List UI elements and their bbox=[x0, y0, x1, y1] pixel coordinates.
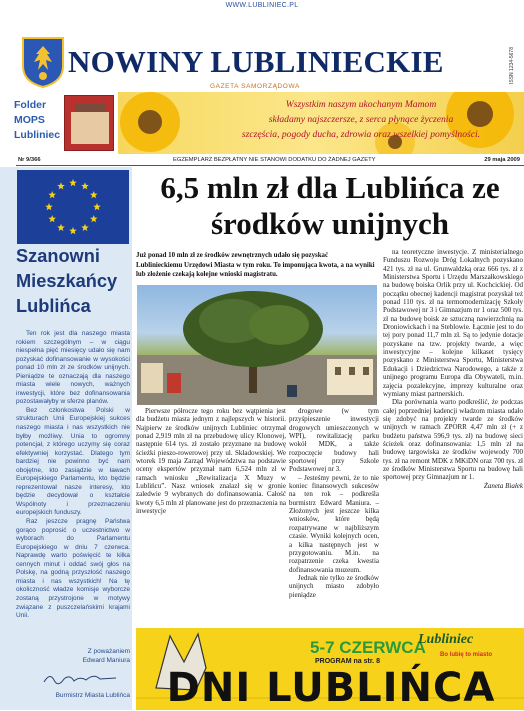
issue-number: Nr 9/366 bbox=[18, 157, 41, 163]
newspaper-subtitle: GAZETA SAMORZĄDOWA bbox=[210, 83, 300, 90]
folder-promo-label: Folder MOPS Lubliniec bbox=[14, 99, 61, 141]
newspaper-title: NOWINY LUBLINIECKIE bbox=[68, 44, 444, 79]
mayor-title: Burmistrz Miasta Lublińca bbox=[55, 692, 130, 699]
town-crest-icon bbox=[22, 36, 64, 88]
article-headline: 6,5 mln zł dla Lublińca ze środków unijnych bbox=[160, 170, 500, 241]
article-column-3: na teoretyczne inwestycje. Z ministerialnego Funduszu Rozwoju Dróg Lokalnych pozyskano 421 tys. zł na ul. Grunwaldzką oraz 666 tys. zł z Ministerstwa Sportu i Urzędu Marszałkowskiego na budowę boiska Orlik przy ul. Kochcickiej. Od początku obecnej kadencji magistrat pozyskał też ponad 110 tys. zł na termomodernizację Szkoły Podstawowej nr 3 i Gimnazjum nr 1 oraz 500 tys. zł na budowę boisk ze sztuczną nawierzchnią na Droniowickach i na Steblowie. Łącznie jest to do tej pory ponad 11,7 mln zł. Są to jedynie dotacje pozyskane na tzw. projekty twarde, a więc inwestycyjne – kolejne kilkaset tysięcy pozyskano z Ministerstwa Sportu, Ministerstwa Edukacji i Dziedzictwa Narodowego, a także z unijnego programu Europa dla Obywateli, m.in. zajęcia pozalekcyjne, imprezy kulturalne oraz wymiany miast partnerskich. Dla porównania warto podkreślić, że podczas całej poprzedniej kadencji władzom miasta udało się zdobyć na projekty twarde ze środków unijnych w ramach ZPORR 4,47 mln zł (+ z budżetu państwa 596,9 tys. zł) na budowę sieci ścieżek oraz dofinansowania: 1,5 mln zł na budowę targowiska ze środków wojewody 700 tys. zł na remont MDK z MKiDN oraz 700 tys. zł ze środków Ministerstwa Sportu na budowę hali sportowej przy Gimnazjum nr 1. Żaneta Białek bbox=[383, 248, 523, 490]
article-lead: Już ponad 10 mln zł ze środków zewnętrznych udało się pozyskać Lublinieckiemu Urzędowi Miasta w tym roku. To imponująca kwota, a na wyniki lub złożenie czekają kolejne wnioski magistratu. bbox=[136, 252, 375, 278]
handwritten-signature-icon bbox=[40, 670, 120, 686]
website-url[interactable]: WWW.LUBLINIEC.PL bbox=[225, 2, 299, 9]
event-date: 5-7 CZERWCA bbox=[310, 638, 426, 657]
issue-date: 29 maja 2009 bbox=[484, 157, 520, 163]
article-column-1: Pierwsze półrocze tego roku bez wątpienia jest dla budżetu miasta jednym z najlepszych w historii. Najpierw ze środków unijnych Lubliniec otrzymał ponad 2,919 mln zł na przebudowę ulicy Klonowej, następnie 614 tys. zł zostało przyznane na budowę ścieżki pieszo-rowerowej przy ul. Składowskiej. We wtorek 19 maja Zarząd Województwa na podstawie oceny ekspertów przyznał nam 6,524 mln zł w ramach wniosku „Rewitalizacja X Muzy w Lublińcu”. Nasz wniosek znalazł się w gronie zaledwie 9 wybranych do dofinansowania. Całość kwoty 6,5 mln zł planowane jest do przeznaczenia na inwestycje bbox=[136, 407, 286, 516]
issue-strip bbox=[16, 156, 524, 166]
mothers-day-greeting: Wszystkim naszym ukochanym Mamom składamy najszczersze, z serca płynące życzenia szczęścia, pogody ducha, zdrowia oraz wszelkiej pomyślności. bbox=[241, 99, 481, 140]
town-square-photo-icon bbox=[137, 285, 377, 405]
free-copy-notice: EGZEMPLARZ BEZPŁATNY NIE STANOWI DODATKU DO ŻADNEJ GAZETY bbox=[173, 157, 376, 163]
eu-flag-icon bbox=[17, 170, 129, 244]
town-square-photo bbox=[137, 285, 377, 405]
article-author: Żaneta Białek bbox=[483, 481, 523, 490]
event-program-note: PROGRAM na str. 8 bbox=[315, 658, 380, 665]
issn-number: ISSN 1234-5678 bbox=[509, 47, 515, 84]
town-brand-slogan: Bo lubię to miasto bbox=[440, 652, 493, 658]
event-title: DNI LUBLIŃCA bbox=[166, 665, 496, 711]
mayor-letter-heading: Szanowni Mieszkańcy Lublińca bbox=[16, 246, 118, 316]
mayor-letter-body: Ten rok jest dla naszego miasta rokiem szczególnym – w ciągu niespełna pięć miesięcy udało się nam pozyskać dofinansowanie w wysokości ponad 10 mln zł ze środków unijnych. Pieniądze te oznaczają dla naszego miasta wiele nowych, ważnych inwestycji, które bez dofinansowania pozostawałyby w sferze planów. Bez członkostwa Polski w strukturach Unii Europejskiej sukces naszego miasta i nas wszystkich nie byłby możliwy. Unia to ogromny potencjał, z którego uczymy się coraz efektywniej korzystać. Dlatego tym bardziej nie powinno być nam obojętne, kto zasiądzie w ławach Europejskiego Parlamentu, kto będzie reprezentował nasze interesy, kto będzie decydował o kształcie Wspólnoty i przeznaczeniu europejskich funduszy. Raz jeszcze pragnę Państwa gorąco poprosić o uczestnictwo w wyborach do Parlamentu Europejskiego w dniu 7 czerwca. Naprawdę warto poświęcić te kilka cennych minut i oddać swój głos na Polskę, na godną przyszłość naszego miasta i nas wszystkich! Na tę okoliczność władze komisje wyborcze zostaną przystrojone w motywy związane z puszczelańskimi krajami Unii. bbox=[16, 330, 130, 620]
article-column-2: drogowe (w tym przyśpieszenie inwestycji drogowych umieszczonych w WPI), rewitalizację parku wokół MDK, a także rozpoczęcie budowy hali sportowej przy Szkole Podstawowej nr 3. – Jesteśmy pewni, że to nie koniec finansowych sukcesów na ten rok – podkreśla burmistrz Edward Maniura. – Złożonych jest jeszcze kilka wniosków, które będą rozpatrywane w najbliższym czasie. Wyniki kolejnych ocen, a kilka następnych jest w przygotowaniu. M.in. na rozpatrzenie czeka kwestia dofinansowania muzeum. Jednak nie tylko ze środków unijnych miasto zdobyło pieniądze bbox=[289, 407, 379, 599]
town-brand-logo: Lubliniec bbox=[418, 632, 474, 647]
mayor-signoff: Z poważaniem Edward Maniura bbox=[82, 648, 130, 664]
folder-cover-image[interactable] bbox=[64, 95, 114, 151]
